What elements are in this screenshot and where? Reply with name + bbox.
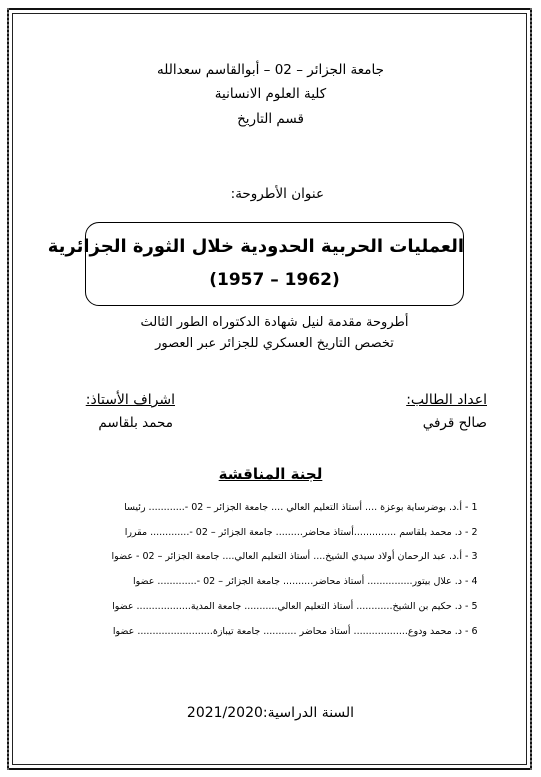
committee-row (65, 527, 495, 538)
thesis-title-box (47, 222, 464, 306)
supervisor-name: محمد بلقاسم (98, 415, 173, 431)
committee-row-text: د. محمد بلقاسم ..............أستاذ محاضر......... جامعة الجزائر – 02 -............. مقررا (124, 527, 462, 538)
committee-row-number: 6 - (465, 626, 478, 637)
committee-row-text: د. محمد ودوع.................. أستاذ محاضر ........... جامعة تيبازة......................... عضوا (112, 626, 462, 637)
subtitle-specialty: تخصص التاريخ العسكري للجزائر عبر العصور (155, 336, 394, 351)
committee-row-number: 3 - (465, 551, 478, 562)
committee-row-number: 1 - (465, 502, 478, 513)
committee-row-text: د. حكيم بن الشيخ............ أستاذ التعليم العالي........... جامعة المدية.................. عضوا (112, 601, 462, 612)
committee-row (65, 502, 495, 513)
student-name: صالح قرفي (422, 415, 487, 431)
thesis-title-label: عنوان الأطروحة: (230, 186, 324, 202)
supervisor-label: اشراف الأستاذ: (85, 392, 175, 408)
subtitle-degree: أطروحة مقدمة لنيل شهادة الدكتوراه الطور الثالث (140, 315, 409, 330)
committee-title: لجنة المناقشة (218, 465, 323, 483)
thesis-title: العمليات الحربية الحدودية خلال الثورة الجزائرية (47, 236, 464, 257)
thesis-years: (1957 – 1962) (209, 270, 340, 290)
committee-row-number: 2 - (465, 527, 478, 538)
student-label: اعداد الطالب: (406, 392, 487, 408)
committee-row-text: د. علال بيتور............... أستاذ محاضر.......... جامعة الجزائر – 02 -............. عضوا (132, 576, 462, 587)
committee-row-text: أ.د. عبد الرحمان أولاد سيدي الشيخ.... أستاذ التعليم العالي.... جامعة الجزائر – 02 - عضوا (111, 551, 462, 562)
committee-row (65, 576, 495, 587)
academic-year: السنة الدراسية:2021/2020 (186, 705, 355, 721)
committee-row (65, 551, 495, 562)
university-name: جامعة الجزائر – 02 – أبوالقاسم سعدالله (157, 62, 384, 78)
committee-row (65, 626, 495, 637)
committee-row-number: 5 - (465, 601, 478, 612)
faculty-name: كلية العلوم الانسانية (214, 86, 327, 102)
committee-row (65, 601, 495, 612)
committee-row-text: أ.د. بوضرساية بوعزة .... أستاذ التعليم العالي .... جامعة الجزائر – 02 -............ رئيسا (124, 502, 462, 513)
committee-row-number: 4 - (465, 576, 478, 587)
department-name: قسم التاريخ (237, 111, 304, 127)
